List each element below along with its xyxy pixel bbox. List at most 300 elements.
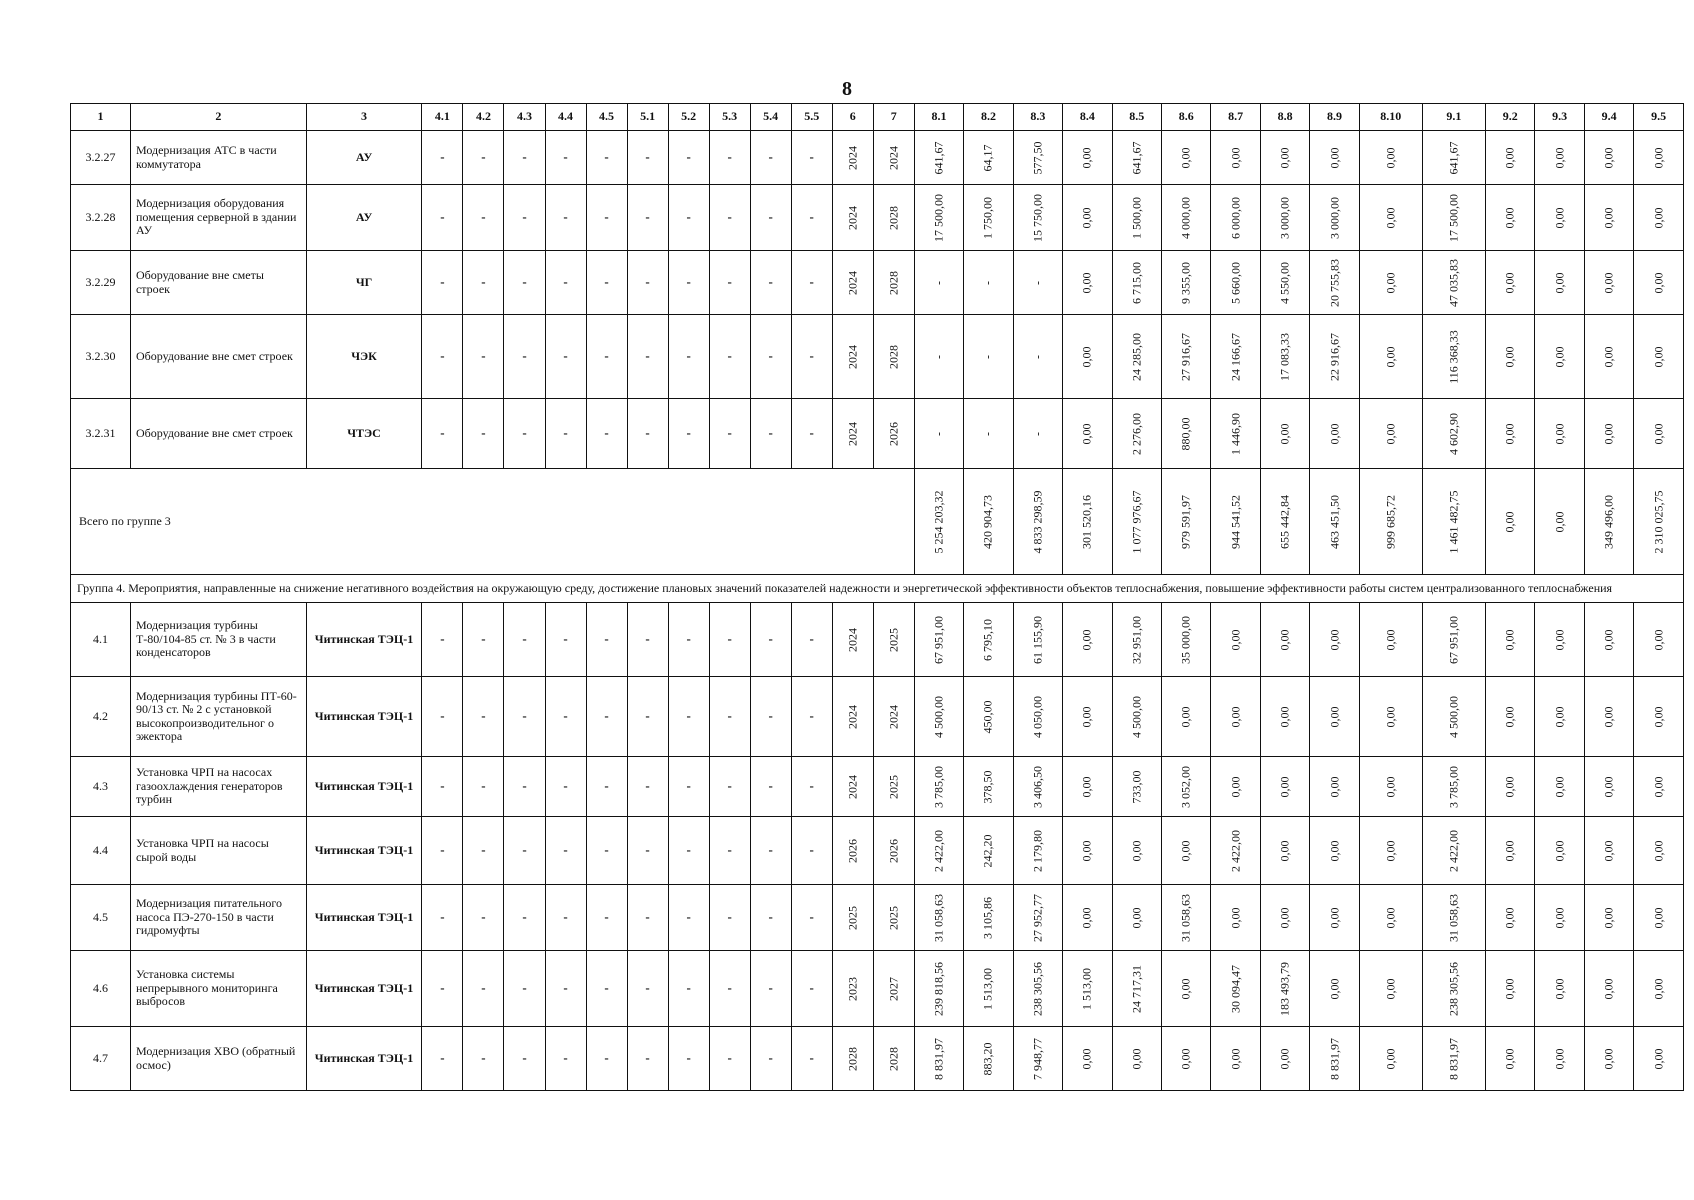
row-value-text: 3 105,86 [980,896,995,939]
row-value [1485,603,1534,677]
group-total-value [1112,469,1161,575]
row-value-text: 0,00 [1277,629,1292,650]
row-value [1260,757,1309,817]
row-value [1422,1027,1485,1091]
row-value [914,131,963,185]
row-value [1535,757,1584,817]
row-flag: - [750,131,791,185]
row-value-text: 2028 [845,1046,860,1071]
row-value [914,1027,963,1091]
row-value [1260,131,1309,185]
row-value [873,817,914,885]
row-value [1359,315,1422,399]
row-flag: - [463,251,504,315]
row-value [1161,315,1210,399]
row-value-text: 0,00 [1227,776,1242,797]
row-value-text: 0,00 [1277,1048,1292,1069]
row-value [964,677,1013,757]
row-value-text: 0,00 [1650,978,1665,999]
header-row [71,104,1684,131]
row-flag: - [422,817,463,885]
column-header: 5.2 [668,104,709,131]
group-total-value-text: 944 541,52 [1227,494,1242,549]
row-value-text: 242,20 [980,834,995,867]
row-value [1063,251,1112,315]
group-total-value-text: 5 254 203,32 [931,490,946,553]
row-value-text: 0,00 [1129,840,1144,861]
group-total-value-text: 655 442,84 [1277,494,1292,549]
row-flag: - [504,131,545,185]
row-value [964,817,1013,885]
row-flag: - [586,1027,627,1091]
row-value-text: 0,00 [1383,147,1398,168]
row-value-text: 6 000,00 [1227,196,1242,239]
row-flag: - [791,757,832,817]
row-value [873,315,914,399]
row-value [1211,885,1260,951]
row-value [914,951,963,1027]
column-header: 8.1 [914,104,963,131]
row-value-text: 2024 [845,421,860,446]
row-value [1310,251,1359,315]
row-flag: - [709,817,750,885]
row-value-text: 0,00 [1079,272,1094,293]
row-value-text: 0,00 [1601,1048,1616,1069]
row-value-text: 61 155,90 [1030,615,1045,664]
row-value [1310,131,1359,185]
row-value-text: 2024 [845,270,860,295]
row-value [1422,315,1485,399]
row-value-text: 0,00 [1502,423,1517,444]
row-value [1013,951,1062,1027]
row-value-text: - [1030,354,1045,359]
row-value-text: 2024 [886,145,901,170]
row-flag: - [586,251,627,315]
row-flag: - [422,399,463,469]
row-flag: - [504,1027,545,1091]
row-value-text: 17 500,00 [1446,193,1461,242]
row-number: 4.3 [71,757,131,817]
row-flag: - [627,251,668,315]
row-value-text: 1 513,00 [980,967,995,1010]
row-value [1260,885,1309,951]
row-value [1063,1027,1112,1091]
row-flag: - [504,757,545,817]
column-header: 8.10 [1359,104,1422,131]
row-value-text: 64,17 [980,144,995,171]
group-total-value [1260,469,1309,575]
row-value [914,677,963,757]
row-value-text: 8 831,97 [931,1037,946,1080]
row-value [873,757,914,817]
row-value [832,131,873,185]
row-value [1161,677,1210,757]
row-value [832,1027,873,1091]
row-flag: - [668,185,709,251]
column-header: 2 [130,104,306,131]
row-value-text: 0,00 [1383,1048,1398,1069]
row-value [1161,399,1210,469]
row-flag: - [791,677,832,757]
group-total-value [1063,469,1112,575]
group-total-value-text: 0,00 [1551,511,1566,532]
row-value [1422,951,1485,1027]
row-value-text: 238 305,56 [1030,961,1045,1016]
row-flag: - [422,185,463,251]
row-value [1310,817,1359,885]
row-value [1161,603,1210,677]
row-flag: - [791,951,832,1027]
row-flag: - [709,951,750,1027]
row-value [1112,251,1161,315]
row-value-text: 2024 [845,205,860,230]
row-number: 3.2.31 [71,399,131,469]
row-value-text: 67 951,00 [1446,615,1461,664]
row-value [964,885,1013,951]
row-value [1485,677,1534,757]
row-value [1535,1027,1584,1091]
column-header: 4.4 [545,104,586,131]
row-value [1634,315,1684,399]
row-value-text: 2027 [886,976,901,1001]
row-name: Модернизация АТС в части коммутатора [130,131,306,185]
row-value [1584,251,1633,315]
row-value [1634,603,1684,677]
row-value-text: 0,00 [1079,907,1094,928]
row-value [1211,757,1260,817]
row-flag: - [709,885,750,951]
row-value-text: 2024 [845,704,860,729]
row-flag: - [791,315,832,399]
table-row [71,817,1684,885]
row-value-text: 5 660,00 [1227,261,1242,304]
row-value [1359,399,1422,469]
row-value [1584,817,1633,885]
row-value-text: 0,00 [1383,346,1398,367]
row-value [914,315,963,399]
row-flag: - [586,757,627,817]
row-value [1422,131,1485,185]
group-total-value [1584,469,1633,575]
row-flag: - [545,131,586,185]
row-value-text: 0,00 [1277,907,1292,928]
row-value-text: 2 422,00 [931,829,946,872]
row-number: 3.2.30 [71,315,131,399]
row-flag: - [504,251,545,315]
row-value [1063,677,1112,757]
row-value-text: 239 818,56 [931,961,946,1016]
row-value-text: 0,00 [1551,776,1566,797]
group-total-value-text: 0,00 [1502,511,1517,532]
row-flag: - [627,757,668,817]
row-value-text: 0,00 [1650,147,1665,168]
row-value-text: 9 355,00 [1178,261,1193,304]
row-value-text: 2024 [886,704,901,729]
row-value-text: 0,00 [1551,207,1566,228]
row-flag: - [750,185,791,251]
row-value [1422,185,1485,251]
row-value-text: 0,00 [1383,629,1398,650]
row-value-text: 0,00 [1650,1048,1665,1069]
row-value-text: 0,00 [1178,706,1193,727]
column-header: 5.1 [627,104,668,131]
row-value [1260,399,1309,469]
row-value-text: - [980,431,995,436]
row-flag: - [504,603,545,677]
row-value-text: 0,00 [1383,978,1398,999]
row-value [1535,131,1584,185]
row-value [1359,951,1422,1027]
row-flag: - [627,399,668,469]
row-number: 3.2.29 [71,251,131,315]
row-flag: - [586,885,627,951]
row-flag: - [709,757,750,817]
row-value-text: 1 750,00 [980,196,995,239]
row-name: Установка ЧРП на насосах газоохлаждения генераторов турбин [130,757,306,817]
row-value-text: 0,00 [1383,840,1398,861]
row-value-text: 2 422,00 [1446,829,1461,872]
row-value-text: 0,00 [1650,907,1665,928]
row-value-text: 0,00 [1383,907,1398,928]
row-value-text: - [1030,280,1045,285]
row-value-text: - [980,354,995,359]
row-value [1211,603,1260,677]
column-header: 9.5 [1634,104,1684,131]
row-flag: - [750,251,791,315]
table-row [71,251,1684,315]
row-value [1485,757,1534,817]
row-value-text: 641,67 [931,141,946,174]
row-value-text: 24 717,31 [1129,964,1144,1013]
row-flag: - [545,603,586,677]
row-value-text: 0,00 [1079,147,1094,168]
row-flag: - [627,885,668,951]
row-flag: - [504,885,545,951]
row-value [1485,885,1534,951]
row-value [1260,1027,1309,1091]
row-value [1359,131,1422,185]
row-value [1112,677,1161,757]
row-flag: - [750,603,791,677]
row-flag: - [463,677,504,757]
row-value [914,817,963,885]
row-flag: - [586,817,627,885]
row-value [1211,251,1260,315]
row-value-text: 183 493,79 [1277,961,1292,1016]
row-value-text: 641,67 [1446,141,1461,174]
row-flag: - [504,185,545,251]
row-value-text: 0,00 [1551,346,1566,367]
row-value [1063,817,1112,885]
group-total-value [1161,469,1210,575]
row-value [1013,185,1062,251]
row-value [1584,399,1633,469]
row-value-text: 2024 [845,145,860,170]
row-value [1112,603,1161,677]
group-total-row [71,469,1684,575]
row-name: Модернизация питательного насоса ПЭ-270-150 в части гидромуфты [130,885,306,951]
row-value-text: 6 795,10 [980,618,995,661]
row-value-text: 0,00 [1502,907,1517,928]
row-flag: - [545,757,586,817]
row-value [964,315,1013,399]
row-value-text: - [931,354,946,359]
row-value [1535,885,1584,951]
row-value-text: 0,00 [1079,629,1094,650]
row-value-text: 0,00 [1601,629,1616,650]
row-name: Модернизация оборудования помещения серверной в здании АУ [130,185,306,251]
row-value [1584,603,1633,677]
row-value-text: 31 058,63 [1446,893,1461,942]
row-value [1063,951,1112,1027]
row-value [1260,951,1309,1027]
row-value [1310,1027,1359,1091]
column-header: 8.4 [1063,104,1112,131]
row-value-text: 17 083,33 [1277,332,1292,381]
row-value-text: 0,00 [1326,776,1341,797]
row-value [1359,757,1422,817]
row-value-text: 116 368,33 [1446,329,1461,384]
row-value [1310,185,1359,251]
row-value [1063,885,1112,951]
row-value-text: 0,00 [1079,706,1094,727]
row-value [1535,185,1584,251]
group-total-value [1359,469,1422,575]
row-flag: - [422,951,463,1027]
row-value [1584,951,1633,1027]
row-organization: ЧГ [306,251,422,315]
row-value [1112,131,1161,185]
column-header: 8.7 [1211,104,1260,131]
row-flag: - [668,885,709,951]
column-header: 4.3 [504,104,545,131]
row-value [1485,1027,1534,1091]
row-value [1535,817,1584,885]
column-header: 5.3 [709,104,750,131]
row-value [1260,603,1309,677]
row-value-text: 0,00 [1178,1048,1193,1069]
group-total-value-text: 301 520,16 [1079,494,1094,549]
row-value-text: 0,00 [1502,840,1517,861]
row-value-text: 0,00 [1650,346,1665,367]
row-value [1161,185,1210,251]
row-flag: - [709,677,750,757]
row-flag: - [627,817,668,885]
row-value [1422,677,1485,757]
row-flag: - [791,1027,832,1091]
row-value-text: 24 166,67 [1227,332,1242,381]
row-flag: - [422,131,463,185]
row-flag: - [586,131,627,185]
row-value-text: 8 831,97 [1326,1037,1341,1080]
row-flag: - [586,951,627,1027]
table-row [71,131,1684,185]
row-value-text: 0,00 [1326,423,1341,444]
row-value [1584,1027,1633,1091]
row-value-text: 0,00 [1383,272,1398,293]
group-total-value [1485,469,1534,575]
row-value [1013,1027,1062,1091]
row-value [1634,131,1684,185]
row-value [964,251,1013,315]
row-value-text: 1 500,00 [1129,196,1144,239]
row-value [1422,757,1485,817]
row-value [1584,185,1633,251]
row-value-text: 0,00 [1551,706,1566,727]
row-value [1310,315,1359,399]
row-flag: - [586,315,627,399]
row-value-text: 2025 [845,905,860,930]
row-value-text: 0,00 [1601,272,1616,293]
row-organization: Читинская ТЭЦ-1 [306,1027,422,1091]
row-value [1535,399,1584,469]
column-header: 6 [832,104,873,131]
row-value [1310,885,1359,951]
row-value [1359,185,1422,251]
row-value [832,817,873,885]
row-value [1535,603,1584,677]
row-value [1063,315,1112,399]
row-flag: - [422,603,463,677]
row-value-text: 32 951,00 [1129,615,1144,664]
row-value-text: 3 000,00 [1277,196,1292,239]
row-value [873,951,914,1027]
row-value-text: 0,00 [1601,907,1616,928]
row-value-text: 6 715,00 [1129,261,1144,304]
row-value-text: 0,00 [1277,776,1292,797]
row-value [964,603,1013,677]
row-number: 4.6 [71,951,131,1027]
column-header: 9.3 [1535,104,1584,131]
row-value-text: 3 052,00 [1178,765,1193,808]
row-value-text: 7 948,77 [1030,1037,1045,1080]
row-value [1485,131,1534,185]
row-value [914,885,963,951]
row-value-text: 0,00 [1079,776,1094,797]
row-value-text: 0,00 [1502,207,1517,228]
row-value [1535,251,1584,315]
row-flag: - [750,757,791,817]
row-number: 3.2.27 [71,131,131,185]
row-flag: - [463,603,504,677]
row-value [1485,399,1534,469]
table-row [71,603,1684,677]
table-row [71,757,1684,817]
row-flag: - [750,951,791,1027]
row-value-text: 0,00 [1601,423,1616,444]
row-value [873,131,914,185]
row-value-text: - [1030,431,1045,436]
row-flag: - [545,817,586,885]
row-value [964,399,1013,469]
row-flag: - [545,1027,586,1091]
row-value-text: 2 276,00 [1129,412,1144,455]
row-value [1161,951,1210,1027]
row-value [1310,399,1359,469]
row-organization: Читинская ТЭЦ-1 [306,757,422,817]
row-flag: - [422,315,463,399]
row-flag: - [627,677,668,757]
row-value [1359,885,1422,951]
row-value [1161,131,1210,185]
row-value-text: 4 050,00 [1030,695,1045,738]
group-total-value-text: 4 833 298,59 [1030,490,1045,553]
column-header: 4.1 [422,104,463,131]
row-value-text: 0,00 [1277,147,1292,168]
row-value-text: 0,00 [1601,207,1616,228]
row-value [1310,603,1359,677]
row-value-text: 0,00 [1601,346,1616,367]
